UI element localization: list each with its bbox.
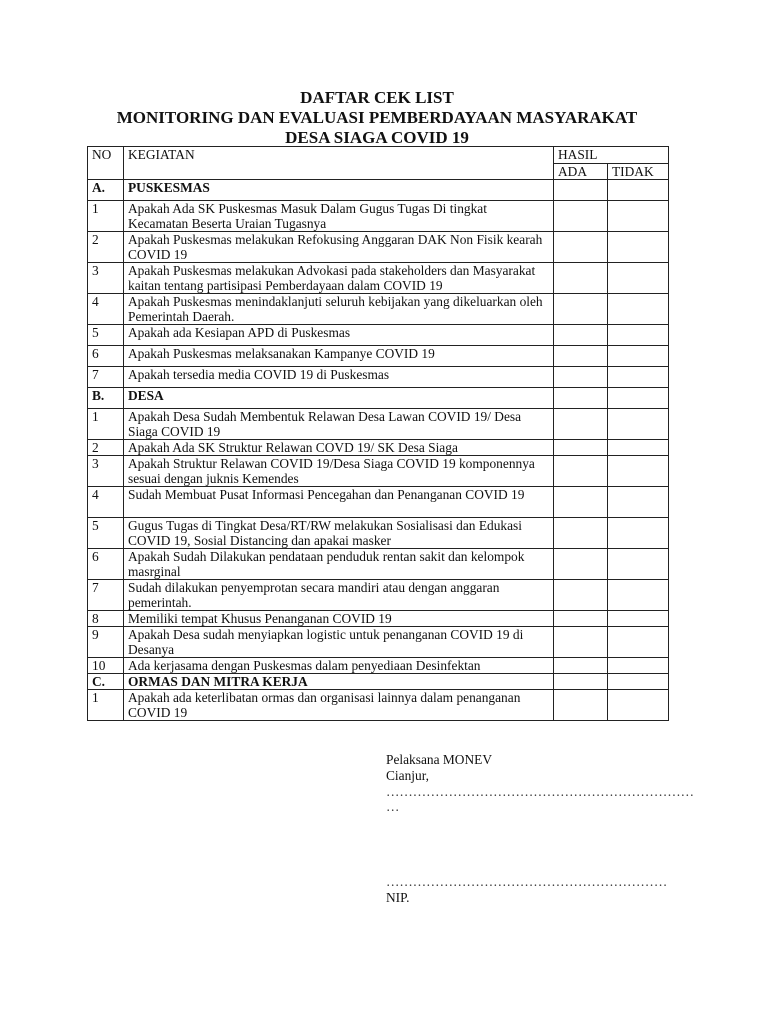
ada-cell[interactable]	[554, 388, 608, 409]
table-row	[88, 232, 669, 263]
section-code: B.	[88, 388, 124, 409]
tidak-checkbox-cell[interactable]	[608, 456, 669, 487]
header-kegiatan: KEGIATAN	[124, 147, 554, 180]
row-kegiatan: Apakah Ada SK Puskesmas Masuk Dalam Gugus Tugas Di tingkat Kecamatan Beserta Uraian Tugasnya	[124, 201, 554, 232]
row-no: 4	[88, 487, 124, 518]
tidak-checkbox-cell[interactable]	[608, 518, 669, 549]
row-kegiatan: Apakah Desa Sudah Membentuk Relawan Desa Lawan COVID 19/ Desa Siaga COVID 19	[124, 409, 554, 440]
table-row	[88, 580, 669, 611]
ada-checkbox-cell[interactable]	[554, 658, 608, 674]
signature-name-line[interactable]: ………………………………………………………	[386, 874, 668, 889]
row-kegiatan: Apakah Ada SK Struktur Relawan COVD 19/ SK Desa Siaga	[124, 440, 554, 456]
section-name: DESA	[124, 388, 554, 409]
tidak-checkbox-cell[interactable]	[608, 325, 669, 346]
row-no: 1	[88, 690, 124, 721]
table-row	[88, 263, 669, 294]
row-kegiatan: Apakah tersedia media COVID 19 di Puskesmas	[124, 367, 554, 388]
tidak-checkbox-cell[interactable]	[608, 367, 669, 388]
row-no: 2	[88, 440, 124, 456]
ada-checkbox-cell[interactable]	[554, 690, 608, 721]
table-row	[88, 658, 669, 674]
section-row-c	[88, 674, 669, 690]
table-row	[88, 549, 669, 580]
signature-date-line-cont: …	[386, 799, 400, 814]
row-kegiatan: Apakah Desa sudah menyiapkan logistic untuk penanganan COVID 19 di Desanya	[124, 627, 554, 658]
row-no: 4	[88, 294, 124, 325]
tidak-cell[interactable]	[608, 180, 669, 201]
row-no: 3	[88, 263, 124, 294]
tidak-checkbox-cell[interactable]	[608, 627, 669, 658]
header-hasil: HASIL	[554, 147, 669, 164]
tidak-checkbox-cell[interactable]	[608, 294, 669, 325]
header-no: NO	[88, 147, 124, 180]
row-no: 9	[88, 627, 124, 658]
signature-place: Cianjur,	[386, 768, 429, 783]
table-row	[88, 690, 669, 721]
row-no: 6	[88, 549, 124, 580]
ada-checkbox-cell[interactable]	[554, 294, 608, 325]
row-no: 8	[88, 611, 124, 627]
row-kegiatan: Apakah ada Kesiapan APD di Puskesmas	[124, 325, 554, 346]
row-no: 5	[88, 325, 124, 346]
ada-checkbox-cell[interactable]	[554, 611, 608, 627]
tidak-checkbox-cell[interactable]	[608, 263, 669, 294]
section-name: ORMAS DAN MITRA KERJA	[124, 674, 554, 690]
ada-checkbox-cell[interactable]	[554, 201, 608, 232]
row-kegiatan: Sudah Membuat Pusat Informasi Pencegahan dan Penanganan COVID 19	[124, 487, 554, 518]
tidak-cell[interactable]	[608, 674, 669, 690]
tidak-checkbox-cell[interactable]	[608, 611, 669, 627]
row-kegiatan: Gugus Tugas di Tingkat Desa/RT/RW melakukan Sosialisasi dan Edukasi COVID 19, Sosial Distancing dan apakai masker	[124, 518, 554, 549]
table-row	[88, 440, 669, 456]
ada-checkbox-cell[interactable]	[554, 232, 608, 263]
row-kegiatan: Ada kerjasama dengan Puskesmas dalam penyediaan Desinfektan	[124, 658, 554, 674]
section-code: A.	[88, 180, 124, 201]
table-row	[88, 325, 669, 346]
row-kegiatan: Apakah Struktur Relawan COVID 19/Desa Siaga COVID 19 komponennya sesuai dengan juknis Kemendes	[124, 456, 554, 487]
row-no: 2	[88, 232, 124, 263]
table-row	[88, 294, 669, 325]
row-no: 1	[88, 201, 124, 232]
row-no: 1	[88, 409, 124, 440]
table-row	[88, 201, 669, 232]
tidak-cell[interactable]	[608, 388, 669, 409]
header-ada: ADA	[554, 164, 608, 180]
signature-role: Pelaksana MONEV	[386, 752, 492, 767]
ada-checkbox-cell[interactable]	[554, 518, 608, 549]
ada-cell[interactable]	[554, 674, 608, 690]
ada-checkbox-cell[interactable]	[554, 487, 608, 518]
table-row	[88, 627, 669, 658]
doc-title-line2: MONITORING DAN EVALUASI PEMBERDAYAAN MASYARAKAT	[116, 108, 638, 127]
row-no: 10	[88, 658, 124, 674]
tidak-checkbox-cell[interactable]	[608, 346, 669, 367]
tidak-checkbox-cell[interactable]	[608, 658, 669, 674]
table-header-row	[88, 147, 669, 164]
row-no: 6	[88, 346, 124, 367]
tidak-checkbox-cell[interactable]	[608, 232, 669, 263]
ada-checkbox-cell[interactable]	[554, 627, 608, 658]
row-kegiatan: Apakah Sudah Dilakukan pendataan penduduk rentan sakit dan kelompok masrginal	[124, 549, 554, 580]
row-kegiatan: Apakah ada keterlibatan ormas dan organisasi lainnya dalam penanganan COVID 19	[124, 690, 554, 721]
tidak-checkbox-cell[interactable]	[608, 409, 669, 440]
ada-checkbox-cell[interactable]	[554, 367, 608, 388]
ada-cell[interactable]	[554, 180, 608, 201]
row-kegiatan: Apakah Puskesmas menindaklanjuti seluruh kebijakan yang dikeluarkan oleh Pemerintah Daerah.	[124, 294, 554, 325]
section-code: C.	[88, 674, 124, 690]
ada-checkbox-cell[interactable]	[554, 325, 608, 346]
ada-checkbox-cell[interactable]	[554, 549, 608, 580]
row-no: 7	[88, 580, 124, 611]
table-row	[88, 346, 669, 367]
table-row	[88, 518, 669, 549]
ada-checkbox-cell[interactable]	[554, 456, 608, 487]
row-kegiatan: Sudah dilakukan penyemprotan secara mandiri atau dengan anggaran pemerintah.	[124, 580, 554, 611]
tidak-checkbox-cell[interactable]	[608, 487, 669, 518]
table-row	[88, 456, 669, 487]
row-kegiatan: Apakah Puskesmas melakukan Advokasi pada stakeholders dan Masyarakat kaitan tentang partisipasi Pemberdayaan dalam COVID 19	[124, 263, 554, 294]
tidak-checkbox-cell[interactable]	[608, 580, 669, 611]
signature-nip: NIP.	[386, 890, 410, 905]
row-no: 5	[88, 518, 124, 549]
signature-date-line[interactable]: ……………………………………………………………	[386, 784, 694, 799]
row-kegiatan: Memiliki tempat Khusus Penanganan COVID 19	[124, 611, 554, 627]
ada-checkbox-cell[interactable]	[554, 440, 608, 456]
tidak-checkbox-cell[interactable]	[608, 549, 669, 580]
doc-title-line1: DAFTAR CEK LIST	[300, 88, 454, 107]
section-row-b	[88, 388, 669, 409]
table-row	[88, 487, 669, 518]
tidak-checkbox-cell[interactable]	[608, 440, 669, 456]
row-no: 3	[88, 456, 124, 487]
section-row-a	[88, 180, 669, 201]
table-row	[88, 611, 669, 627]
ada-checkbox-cell[interactable]	[554, 580, 608, 611]
checklist-table	[87, 146, 669, 721]
table-row	[88, 409, 669, 440]
ada-checkbox-cell[interactable]	[554, 263, 608, 294]
header-tidak: TIDAK	[608, 164, 669, 180]
tidak-checkbox-cell[interactable]	[608, 201, 669, 232]
ada-checkbox-cell[interactable]	[554, 346, 608, 367]
row-kegiatan: Apakah Puskesmas melaksanakan Kampanye COVID 19	[124, 346, 554, 367]
doc-title-line3: DESA SIAGA COVID 19	[285, 128, 469, 147]
ada-checkbox-cell[interactable]	[554, 409, 608, 440]
row-no: 7	[88, 367, 124, 388]
tidak-checkbox-cell[interactable]	[608, 690, 669, 721]
table-row	[88, 367, 669, 388]
row-kegiatan: Apakah Puskesmas melakukan Refokusing Anggaran DAK Non Fisik kearah COVID 19	[124, 232, 554, 263]
section-name: PUSKESMAS	[124, 180, 554, 201]
